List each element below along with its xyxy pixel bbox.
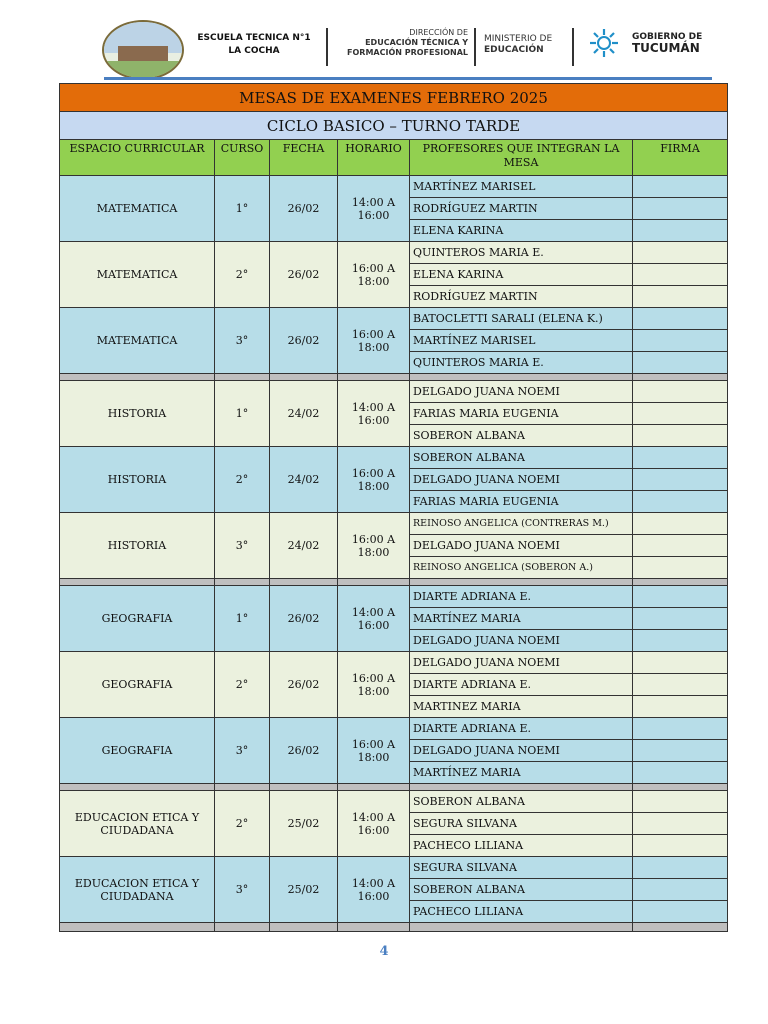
firma-cell[interactable] bbox=[633, 176, 728, 198]
horario-cell: 16:00 A 18:00 bbox=[338, 447, 410, 513]
separator-cell bbox=[270, 784, 338, 791]
fecha-cell: 26/02 bbox=[270, 176, 338, 242]
profesor-cell: SOBERON ALBANA bbox=[410, 425, 633, 447]
separator-cell bbox=[60, 374, 215, 381]
table-row bbox=[60, 513, 728, 535]
curso-cell: 3° bbox=[215, 308, 270, 374]
ministerio-line2: EDUCACIÓN bbox=[484, 45, 544, 55]
espacio-cell: MATEMATICA bbox=[60, 308, 215, 374]
gobierno-logo-text bbox=[632, 32, 702, 54]
profesor-cell: SEGURA SILVANA bbox=[410, 857, 633, 879]
table-subtitle: CICLO BASICO – TURNO TARDE bbox=[60, 112, 728, 140]
separator-cell bbox=[338, 579, 410, 586]
espacio-cell: GEOGRAFIA bbox=[60, 586, 215, 652]
column-header: ESPACIO CURRICULAR bbox=[60, 140, 215, 176]
espacio-cell: EDUCACION ETICA Y CIUDADANA bbox=[60, 791, 215, 857]
firma-cell[interactable] bbox=[633, 308, 728, 330]
firma-cell[interactable] bbox=[633, 586, 728, 608]
group-separator-row bbox=[60, 579, 728, 586]
column-header: FIRMA bbox=[633, 140, 728, 176]
profesor-cell: PACHECO LILIANA bbox=[410, 901, 633, 923]
horario-cell: 16:00 A 18:00 bbox=[338, 513, 410, 579]
fecha-cell: 24/02 bbox=[270, 381, 338, 447]
separator-cell bbox=[60, 784, 215, 791]
firma-cell[interactable] bbox=[633, 381, 728, 403]
group-separator-row bbox=[60, 784, 728, 791]
school-name-line2: LA COCHA bbox=[228, 46, 280, 56]
curso-cell: 2° bbox=[215, 447, 270, 513]
firma-cell[interactable] bbox=[633, 264, 728, 286]
table-row bbox=[60, 791, 728, 813]
horario-cell: 14:00 A 16:00 bbox=[338, 791, 410, 857]
fecha-cell: 26/02 bbox=[270, 308, 338, 374]
separator-cell bbox=[60, 923, 215, 932]
profesor-cell: DELGADO JUANA NOEMI bbox=[410, 469, 633, 491]
separator-cell bbox=[410, 579, 633, 586]
separator-cell bbox=[410, 784, 633, 791]
separator-cell bbox=[215, 784, 270, 791]
table-row bbox=[60, 718, 728, 740]
horario-cell: 14:00 A 16:00 bbox=[338, 176, 410, 242]
header-rule bbox=[104, 77, 712, 80]
profesor-cell: FARIAS MARIA EUGENIA bbox=[410, 491, 633, 513]
ministerio-logo-text bbox=[484, 34, 552, 56]
firma-cell[interactable] bbox=[633, 557, 728, 579]
espacio-cell: HISTORIA bbox=[60, 447, 215, 513]
gobierno-line2: TUCUMÁN bbox=[632, 41, 700, 55]
fecha-cell: 24/02 bbox=[270, 447, 338, 513]
separator-cell bbox=[410, 374, 633, 381]
exam-schedule-table bbox=[59, 83, 728, 932]
firma-cell[interactable] bbox=[633, 674, 728, 696]
profesor-cell: REINOSO ANGELICA (CONTRERAS M.) bbox=[410, 513, 633, 535]
firma-cell[interactable] bbox=[633, 286, 728, 308]
table-row bbox=[60, 381, 728, 403]
separator-cell bbox=[338, 374, 410, 381]
table-row bbox=[60, 308, 728, 330]
profesor-cell: ELENA KARINA bbox=[410, 264, 633, 286]
firma-cell[interactable] bbox=[633, 791, 728, 813]
firma-cell[interactable] bbox=[633, 762, 728, 784]
direccion-line1: DIRECCIÓN DE bbox=[409, 28, 468, 37]
espacio-cell: EDUCACION ETICA Y CIUDADANA bbox=[60, 857, 215, 923]
fecha-cell: 26/02 bbox=[270, 718, 338, 784]
curso-cell: 3° bbox=[215, 718, 270, 784]
separator-cell bbox=[410, 923, 633, 932]
table-row bbox=[60, 857, 728, 879]
ministerio-line1: MINISTERIO DE bbox=[484, 34, 553, 44]
separator-cell bbox=[215, 374, 270, 381]
page-number: 4 bbox=[379, 944, 389, 959]
fecha-cell: 26/02 bbox=[270, 242, 338, 308]
firma-cell[interactable] bbox=[633, 513, 728, 535]
column-header: PROFESORES QUE INTEGRAN LA MESA bbox=[410, 140, 633, 176]
separator-cell bbox=[338, 784, 410, 791]
fecha-cell: 25/02 bbox=[270, 857, 338, 923]
school-logo bbox=[102, 20, 184, 80]
curso-cell: 2° bbox=[215, 791, 270, 857]
firma-cell[interactable] bbox=[633, 608, 728, 630]
horario-cell: 14:00 A 16:00 bbox=[338, 381, 410, 447]
profesor-cell: QUINTEROS MARIA E. bbox=[410, 242, 633, 264]
fecha-cell: 26/02 bbox=[270, 652, 338, 718]
espacio-cell: GEOGRAFIA bbox=[60, 718, 215, 784]
direccion-line2: EDUCACIÓN TÉCNICA Y bbox=[365, 38, 468, 47]
firma-cell[interactable] bbox=[633, 330, 728, 352]
separator-cell bbox=[60, 579, 215, 586]
fecha-cell: 26/02 bbox=[270, 586, 338, 652]
table-row bbox=[60, 586, 728, 608]
espacio-cell: HISTORIA bbox=[60, 513, 215, 579]
firma-cell[interactable] bbox=[633, 813, 728, 835]
gobierno-sun-icon bbox=[582, 28, 626, 58]
header-divider bbox=[326, 28, 328, 66]
column-header-row bbox=[60, 140, 728, 176]
firma-cell[interactable] bbox=[633, 535, 728, 557]
separator-cell bbox=[270, 374, 338, 381]
separator-cell bbox=[270, 923, 338, 932]
firma-cell[interactable] bbox=[633, 242, 728, 264]
profesor-cell: RODRÍGUEZ MARTIN bbox=[410, 286, 633, 308]
curso-cell: 2° bbox=[215, 652, 270, 718]
firma-cell[interactable] bbox=[633, 469, 728, 491]
profesor-cell: RODRÍGUEZ MARTIN bbox=[410, 198, 633, 220]
firma-cell[interactable] bbox=[633, 696, 728, 718]
profesor-cell: DELGADO JUANA NOEMI bbox=[410, 381, 633, 403]
espacio-cell: HISTORIA bbox=[60, 381, 215, 447]
curso-cell: 3° bbox=[215, 513, 270, 579]
firma-cell[interactable] bbox=[633, 879, 728, 901]
direccion-logo-text bbox=[338, 28, 468, 58]
profesor-cell: PACHECO LILIANA bbox=[410, 835, 633, 857]
direccion-line3: FORMACIÓN PROFESIONAL bbox=[347, 48, 468, 57]
separator-cell bbox=[633, 923, 728, 932]
separator-cell bbox=[633, 579, 728, 586]
group-separator-row bbox=[60, 374, 728, 381]
profesor-cell: DELGADO JUANA NOEMI bbox=[410, 652, 633, 674]
firma-cell[interactable] bbox=[633, 425, 728, 447]
profesor-cell: MARTÍNEZ MARIA bbox=[410, 608, 633, 630]
curso-cell: 1° bbox=[215, 381, 270, 447]
firma-cell[interactable] bbox=[633, 352, 728, 374]
profesor-cell: MARTÍNEZ MARISEL bbox=[410, 176, 633, 198]
column-header: HORARIO bbox=[338, 140, 410, 176]
fecha-cell: 24/02 bbox=[270, 513, 338, 579]
school-name bbox=[194, 32, 314, 58]
group-separator-row bbox=[60, 923, 728, 932]
profesor-cell: SOBERON ALBANA bbox=[410, 879, 633, 901]
profesor-cell: SOBERON ALBANA bbox=[410, 791, 633, 813]
profesor-cell: BATOCLETTI SARALI (ELENA K.) bbox=[410, 308, 633, 330]
profesor-cell: DIARTE ADRIANA E. bbox=[410, 674, 633, 696]
profesor-cell: MARTÍNEZ MARIA bbox=[410, 762, 633, 784]
header-divider bbox=[474, 28, 476, 66]
column-header: CURSO bbox=[215, 140, 270, 176]
profesor-cell: MARTINEZ MARIA bbox=[410, 696, 633, 718]
fecha-cell: 25/02 bbox=[270, 791, 338, 857]
separator-cell bbox=[633, 784, 728, 791]
separator-cell bbox=[215, 579, 270, 586]
firma-cell[interactable] bbox=[633, 220, 728, 242]
profesor-cell: ELENA KARINA bbox=[410, 220, 633, 242]
espacio-cell: GEOGRAFIA bbox=[60, 652, 215, 718]
separator-cell bbox=[270, 579, 338, 586]
firma-cell[interactable] bbox=[633, 198, 728, 220]
profesor-cell: FARIAS MARIA EUGENIA bbox=[410, 403, 633, 425]
firma-cell[interactable] bbox=[633, 901, 728, 923]
firma-cell[interactable] bbox=[633, 491, 728, 513]
profesor-cell: DELGADO JUANA NOEMI bbox=[410, 630, 633, 652]
profesor-cell: DELGADO JUANA NOEMI bbox=[410, 535, 633, 557]
table-row bbox=[60, 176, 728, 198]
espacio-cell: MATEMATICA bbox=[60, 242, 215, 308]
column-header: FECHA bbox=[270, 140, 338, 176]
profesor-cell: DELGADO JUANA NOEMI bbox=[410, 740, 633, 762]
header-divider bbox=[572, 28, 574, 66]
table-title: MESAS DE EXAMENES FEBRERO 2025 bbox=[60, 84, 728, 112]
espacio-cell: MATEMATICA bbox=[60, 176, 215, 242]
firma-cell[interactable] bbox=[633, 447, 728, 469]
separator-cell bbox=[633, 374, 728, 381]
horario-cell: 14:00 A 16:00 bbox=[338, 857, 410, 923]
profesor-cell: DIARTE ADRIANA E. bbox=[410, 718, 633, 740]
firma-cell[interactable] bbox=[633, 403, 728, 425]
gobierno-line1: GOBIERNO DE bbox=[632, 32, 703, 42]
firma-cell[interactable] bbox=[633, 718, 728, 740]
firma-cell[interactable] bbox=[633, 652, 728, 674]
firma-cell[interactable] bbox=[633, 835, 728, 857]
school-name-line1: ESCUELA TECNICA N°1 bbox=[197, 33, 311, 43]
curso-cell: 1° bbox=[215, 176, 270, 242]
curso-cell: 2° bbox=[215, 242, 270, 308]
separator-cell bbox=[338, 923, 410, 932]
horario-cell: 14:00 A 16:00 bbox=[338, 586, 410, 652]
horario-cell: 16:00 A 18:00 bbox=[338, 718, 410, 784]
table-row bbox=[60, 242, 728, 264]
profesor-cell: SOBERON ALBANA bbox=[410, 447, 633, 469]
horario-cell: 16:00 A 18:00 bbox=[338, 242, 410, 308]
page-header bbox=[100, 18, 712, 78]
table-row bbox=[60, 447, 728, 469]
curso-cell: 3° bbox=[215, 857, 270, 923]
profesor-cell: QUINTEROS MARIA E. bbox=[410, 352, 633, 374]
table-row bbox=[60, 652, 728, 674]
firma-cell[interactable] bbox=[633, 740, 728, 762]
curso-cell: 1° bbox=[215, 586, 270, 652]
horario-cell: 16:00 A 18:00 bbox=[338, 308, 410, 374]
profesor-cell: SEGURA SILVANA bbox=[410, 813, 633, 835]
profesor-cell: DIARTE ADRIANA E. bbox=[410, 586, 633, 608]
separator-cell bbox=[215, 923, 270, 932]
firma-cell[interactable] bbox=[633, 857, 728, 879]
horario-cell: 16:00 A 18:00 bbox=[338, 652, 410, 718]
profesor-cell: MARTÍNEZ MARISEL bbox=[410, 330, 633, 352]
profesor-cell: REINOSO ANGELICA (SOBERON A.) bbox=[410, 557, 633, 579]
firma-cell[interactable] bbox=[633, 630, 728, 652]
